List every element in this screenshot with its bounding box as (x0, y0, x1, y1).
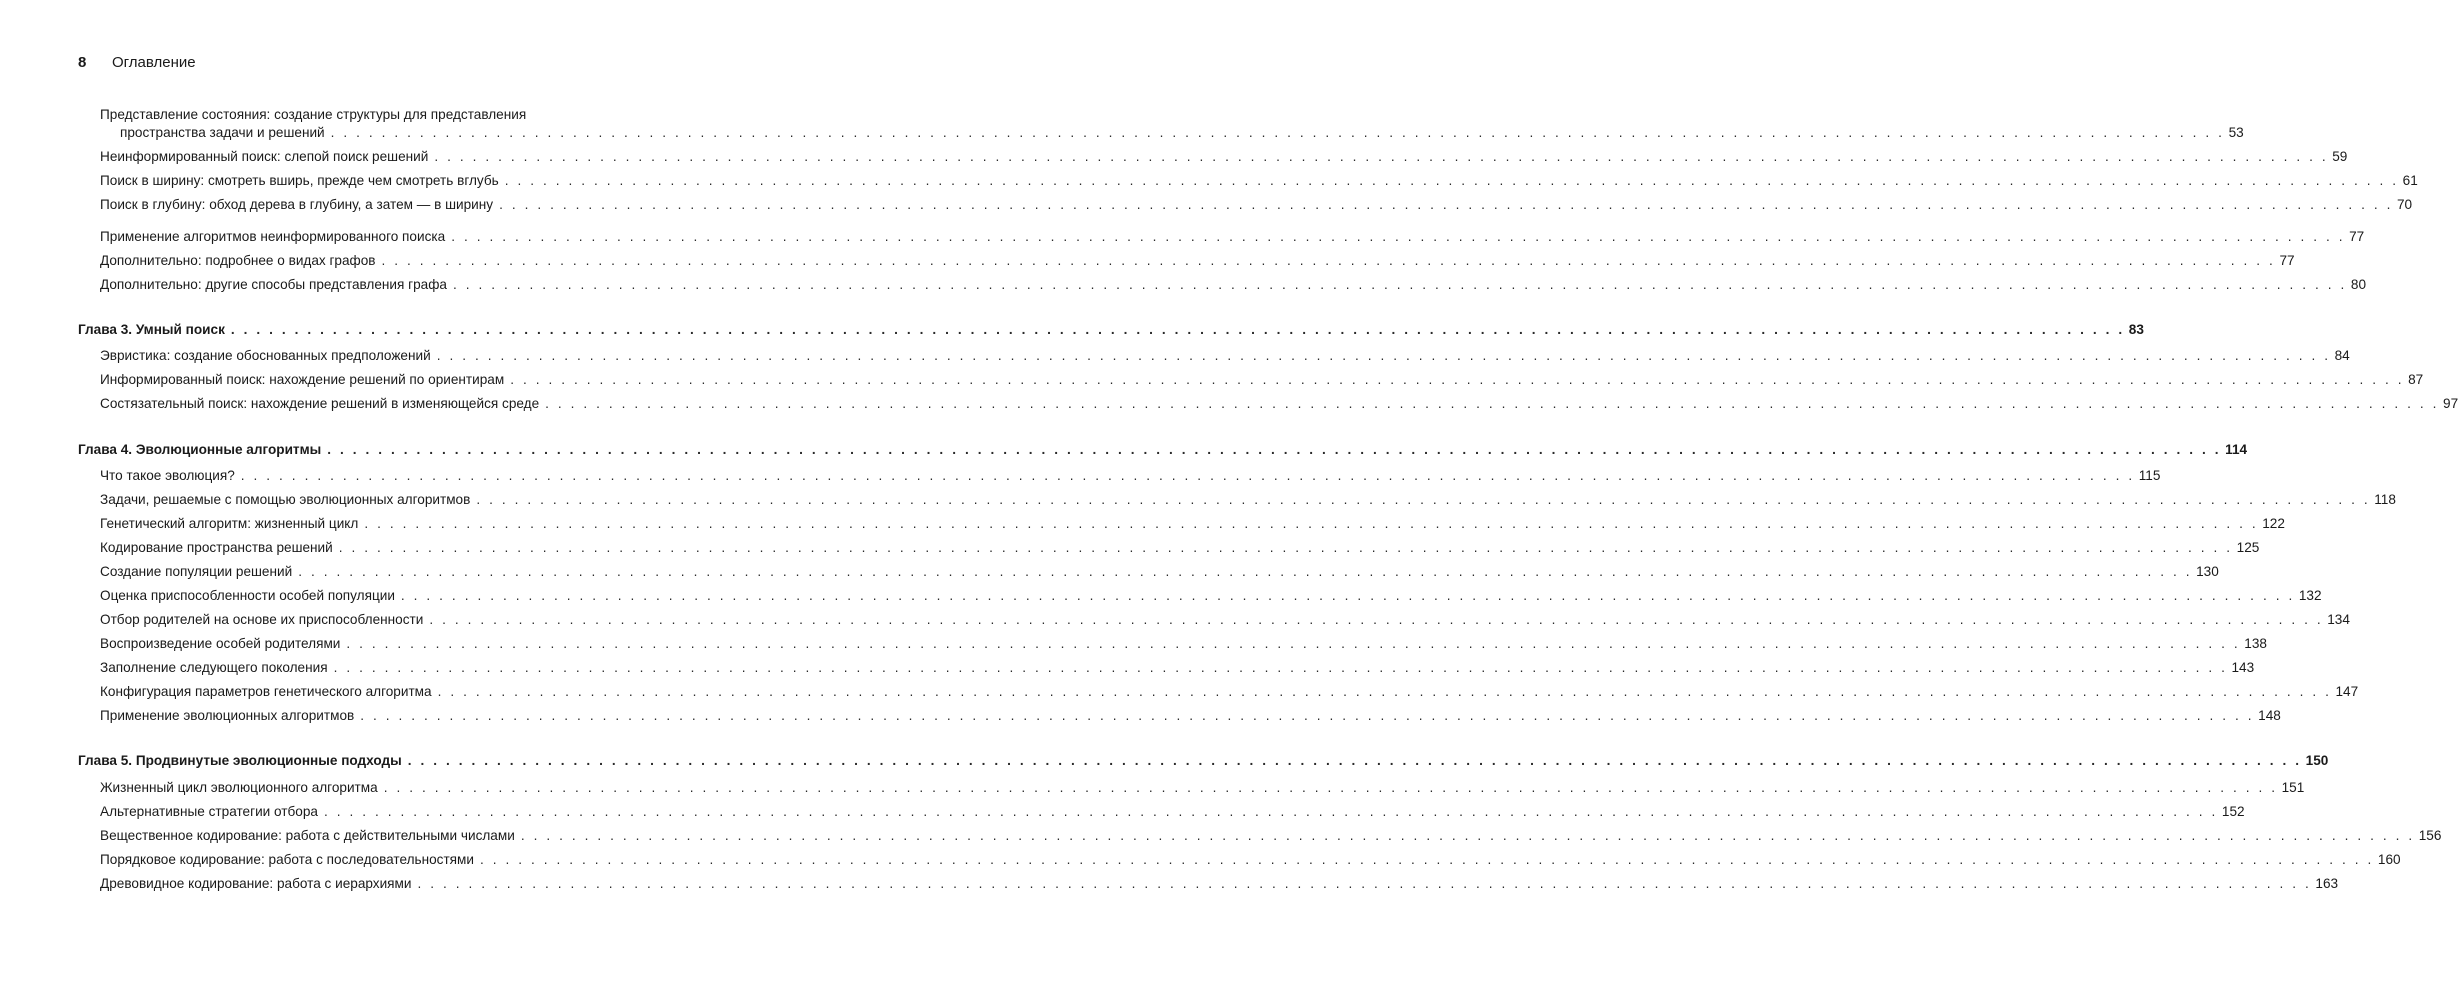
toc-chapter (78, 441, 2248, 459)
toc-entry (100, 683, 2359, 701)
toc-entry (100, 659, 2255, 677)
toc-entry-label: Создание популяции решений (100, 564, 293, 579)
toc-entry-page: 77 (2279, 253, 2295, 268)
toc-entry (100, 515, 2285, 533)
toc-chapter-label: Глава 5. Продвинутые эволюционные подходы (78, 753, 402, 768)
toc-entry-page: 80 (2350, 277, 2367, 292)
toc-entry-page: 138 (2244, 636, 2267, 651)
toc-entry-label: Информированный поиск: нахождение решений по ориентирам (100, 372, 505, 387)
toc-entry (100, 587, 2322, 605)
dot-leader (451, 228, 2345, 246)
toc-entry (100, 635, 2267, 653)
toc-entry-page: 160 (2377, 852, 2401, 867)
toc-entry (100, 539, 2260, 557)
toc-entry (100, 467, 2161, 485)
dot-leader (476, 491, 2370, 509)
toc-entry-label: Оценка приспособленности особей популяции (100, 588, 395, 603)
dot-leader (327, 441, 2221, 459)
toc-entry-page: 147 (2335, 684, 2359, 699)
toc-entry (100, 276, 2367, 294)
toc-entry (100, 371, 2424, 389)
toc-entry (100, 563, 2219, 581)
toc-entry-page: 125 (2236, 540, 2260, 555)
toc-entry-page: 152 (2221, 804, 2245, 819)
toc-entry (100, 252, 2295, 270)
toc-entry-label: Генетический алгоритм: жизненный цикл (100, 516, 359, 531)
toc-entry (100, 875, 2339, 893)
dot-leader (408, 752, 2302, 770)
dot-leader (298, 563, 2192, 581)
dot-leader (384, 779, 2278, 797)
toc-entry (100, 779, 2305, 797)
toc-entry-page: 156 (2418, 828, 2442, 843)
toc-entry-page: 130 (2196, 564, 2219, 579)
dot-leader (453, 276, 2347, 294)
dot-leader (331, 124, 2225, 142)
dot-leader (438, 683, 2332, 701)
dot-leader (360, 707, 2254, 725)
toc-entry-label: Применение эволюционных алгоритмов (100, 708, 355, 723)
toc-entry-label: Дополнительно: подробнее о видах графов (100, 253, 376, 268)
toc-entry-page: 148 (2258, 708, 2281, 723)
toc-entry-label: Порядковое кодирование: работа с последовательностями (100, 852, 474, 867)
toc-entry (100, 228, 2365, 246)
toc-entry-page: 115 (2138, 468, 2161, 483)
toc-entry (100, 172, 2418, 190)
page-number: 8 (78, 54, 87, 71)
toc-entry-page: 61 (2402, 173, 2418, 188)
dot-leader (241, 467, 2135, 485)
toc-entry-page: 134 (2327, 612, 2350, 627)
toc-entry (100, 124, 2244, 142)
toc-entry-label: пространства задачи и решений (120, 125, 325, 140)
dot-leader (231, 321, 2125, 339)
toc-entry-label: Поиск в ширину: смотреть вширь, прежде чем смотреть вглубь (100, 173, 499, 188)
dot-leader (434, 148, 2328, 166)
toc-entry-label: Что такое эволюция? (100, 468, 235, 483)
toc-entry-label: Древовидное кодирование: работа с иерархиями (100, 876, 412, 891)
toc-entry-page: 87 (2408, 372, 2424, 387)
toc-entry-label: Воспроизведение особей родителями (100, 636, 341, 651)
toc-entry-page: 143 (2231, 660, 2255, 675)
dot-leader (429, 611, 2323, 629)
dot-leader (510, 371, 2404, 389)
dot-leader (401, 587, 2295, 605)
toc-chapter-label: Глава 3. Умный поиск (78, 322, 225, 337)
page-title: Оглавление (112, 54, 196, 71)
toc-entry (100, 395, 2458, 413)
toc-entry-label: Эвристика: создание обоснованных предположений (100, 348, 431, 363)
toc-entry-label: Поиск в глубину: обход дерева в глубину, а затем — в ширину (100, 197, 494, 212)
toc-entry (100, 851, 2401, 869)
dot-leader (521, 827, 2415, 845)
toc-entry (100, 803, 2245, 821)
toc-entry-page: 59 (2332, 149, 2348, 164)
toc-entry-label: Конфигурация параметров генетического алгоритма (100, 684, 432, 699)
dot-leader (324, 803, 2218, 821)
toc-entry-label: Отбор родителей на основе их приспособленности (100, 612, 424, 627)
toc-entry-label: Альтернативные стратегии отбора (100, 804, 318, 819)
dot-leader (364, 515, 2258, 533)
toc-entry-page: 118 (2374, 492, 2396, 507)
toc-entry-page: 77 (2349, 229, 2365, 244)
dot-leader (499, 196, 2393, 214)
toc-entry-page: 163 (2315, 876, 2339, 891)
toc-entry-label: Жизненный цикл эволюционного алгоритма (100, 780, 378, 795)
toc-entry-page: 70 (2396, 197, 2413, 212)
toc-entry-label: Состязательный поиск: нахождение решений в изменяющейся среде (100, 396, 540, 411)
toc-entry-page: 151 (2281, 780, 2305, 795)
toc-entry-line: Представление состояния: создание структуры для представления (100, 107, 527, 122)
toc-entry-label: Неинформированный поиск: слепой поиск решений (100, 149, 429, 164)
toc-chapter-page: 83 (2128, 322, 2144, 337)
toc-chapter-page: 150 (2305, 753, 2329, 768)
dot-leader (437, 347, 2331, 365)
toc-entry-label: Задачи, решаемые с помощью эволюционных алгоритмов (100, 492, 471, 507)
toc-entry (100, 707, 2281, 725)
toc-entry (100, 347, 2350, 365)
toc-entry (100, 611, 2350, 629)
toc-entry-label: Дополнительно: другие способы представления графа (100, 277, 447, 292)
toc-entry (100, 148, 2348, 166)
toc-chapter-page: 114 (2225, 442, 2248, 457)
dot-leader (480, 851, 2374, 869)
toc-entry (100, 491, 2396, 509)
toc-chapter (78, 321, 2144, 339)
toc-entry-label: Кодирование пространства решений (100, 540, 333, 555)
dot-leader (545, 395, 2439, 413)
toc-entry-label: Применение алгоритмов неинформированного поиска (100, 229, 446, 244)
dot-leader (346, 635, 2240, 653)
running-head (78, 53, 196, 73)
toc-entry-page: 122 (2262, 516, 2285, 531)
toc-entry (100, 196, 2413, 214)
toc-entry-page: 84 (2334, 348, 2350, 363)
dot-leader (505, 172, 2399, 190)
toc-entry-page: 132 (2298, 588, 2322, 603)
toc-entry-label: Заполнение следующего поколения (100, 660, 328, 675)
dot-leader (382, 252, 2276, 270)
toc-entry-label: Вещественное кодирование: работа с действительными числами (100, 828, 515, 843)
toc-entry-page: 53 (2228, 125, 2244, 140)
toc-chapter-label: Глава 4. Эволюционные алгоритмы (78, 442, 322, 457)
dot-leader (339, 539, 2233, 557)
toc-entry-page: 97 (2443, 396, 2458, 411)
dot-leader (334, 659, 2228, 677)
toc-entry (100, 827, 2442, 845)
dot-leader (417, 875, 2311, 893)
toc-chapter (78, 752, 2329, 770)
